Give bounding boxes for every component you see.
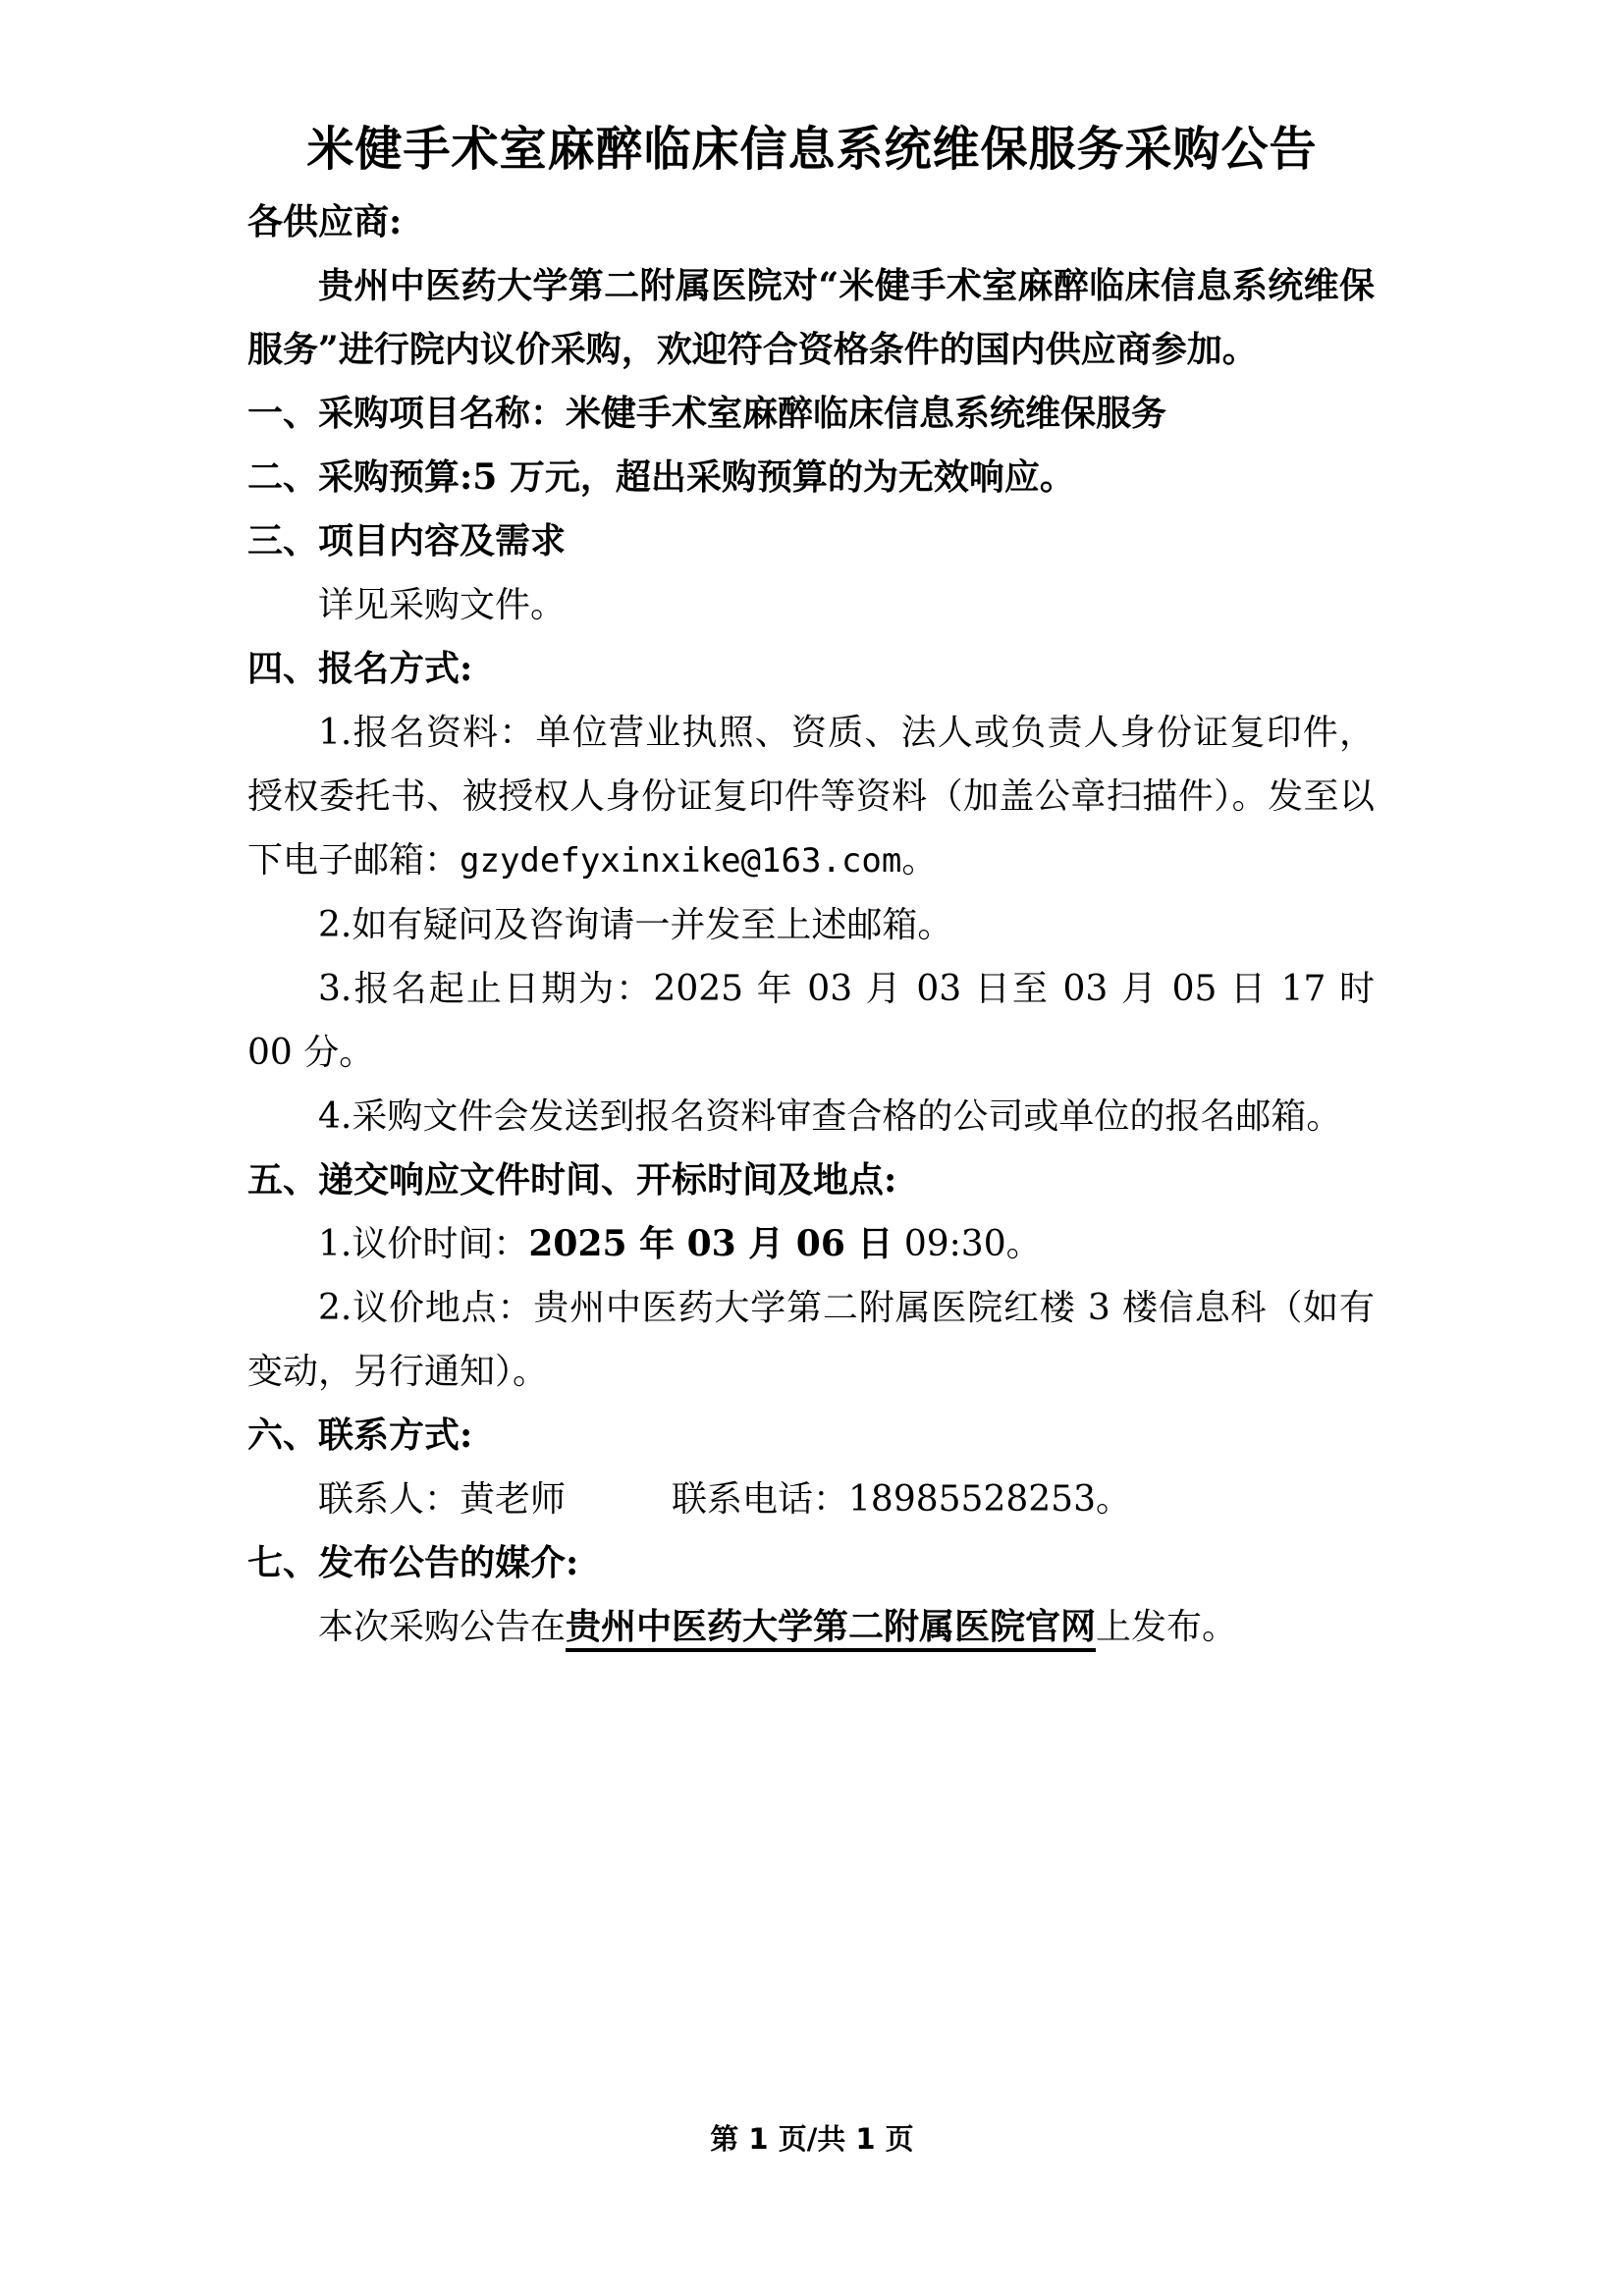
negotiation-time-label: 1.议价时间： <box>318 1224 529 1264</box>
publish-media-suffix: 上发布。 <box>1096 1607 1238 1647</box>
section-2-heading: 二、采购预算:5 万元，超出采购预算的为无效响应。 <box>247 456 1075 498</box>
section-6-heading: 六、联系方式: <box>247 1415 473 1456</box>
contact-phone-label: 联系电话： <box>672 1479 849 1520</box>
section-4-item-4: 4.采购文件会发送到报名资料审查合格的公司或单位的报名邮箱。 <box>318 1096 1342 1137</box>
section-4-item-3: 3.报名起止日期为：2025 年 03 月 03 日至 03 月 05 日 17 时 00 分。 <box>247 969 1375 1073</box>
contact-phone-period: 。 <box>1095 1479 1131 1520</box>
footer-prefix: 第 <box>710 2122 749 2156</box>
contact-line <box>247 1468 1375 1531</box>
section-3-body: 详见采购文件。 <box>318 585 567 625</box>
footer-suffix: 页 <box>875 2122 914 2156</box>
contact-person: 联系人：黄老师 <box>318 1479 567 1520</box>
section-5-item-1 <box>247 1212 1375 1276</box>
footer-middle: 页/共 <box>768 2122 856 2156</box>
section-7-heading: 七、发布公告的媒介: <box>247 1542 579 1583</box>
hospital-website-name: 贵州中医药大学第二附属医院官网 <box>566 1606 1096 1652</box>
section-5-item-2: 2.议价地点：贵州中医药大学第二附属医院红楼 3 楼信息科（如有变动，另行通知）。 <box>247 1288 1375 1392</box>
publish-media-prefix: 本次采购公告在 <box>318 1607 567 1647</box>
footer-page-number: 1 <box>748 2122 769 2156</box>
negotiation-clock-time: 09:30。 <box>893 1224 1042 1264</box>
registration-materials-text: 1.报名资料：单位营业执照、资质、法人或负责人身份证复印件，授权委托书、被授权人身份证复印件等资料（加盖公章扫描件）。发至以下电子邮箱： <box>247 713 1375 881</box>
registration-email-address: gzydefyxinxike@163.com <box>460 841 902 881</box>
negotiation-date: 2025 年 03 月 06 日 <box>528 1223 893 1264</box>
contact-phone-number: 18985528253 <box>848 1479 1096 1520</box>
section-1-heading: 一、采购项目名称：米健手术室麻醉临床信息系统维保服务 <box>247 393 1167 434</box>
section-4-item-1 <box>247 701 1375 893</box>
intro-paragraph: 贵州中医药大学第二附属医院对“米健手术室麻醉临床信息系统维保服务”进行院内议价采购，欢迎符合资格条件的国内供应商参加。 <box>247 265 1375 370</box>
footer-total-pages: 1 <box>855 2122 876 2156</box>
section-4-item-2: 2.如有疑问及咨询请一并发至上述邮箱。 <box>318 905 953 945</box>
page-footer <box>0 2118 1624 2160</box>
registration-email-period: 。 <box>901 840 938 881</box>
section-7-body <box>247 1595 1375 1659</box>
section-3-heading: 三、项目内容及需求 <box>247 520 567 561</box>
document-title: 米健手术室麻醉临床信息系统维保服务采购公告 <box>306 122 1318 177</box>
salutation: 各供应商: <box>247 201 403 242</box>
section-5-heading: 五、递交响应文件时间、开标时间及地点: <box>247 1159 897 1201</box>
section-4-heading: 四、报名方式: <box>247 648 473 689</box>
document-body <box>247 190 1375 1659</box>
